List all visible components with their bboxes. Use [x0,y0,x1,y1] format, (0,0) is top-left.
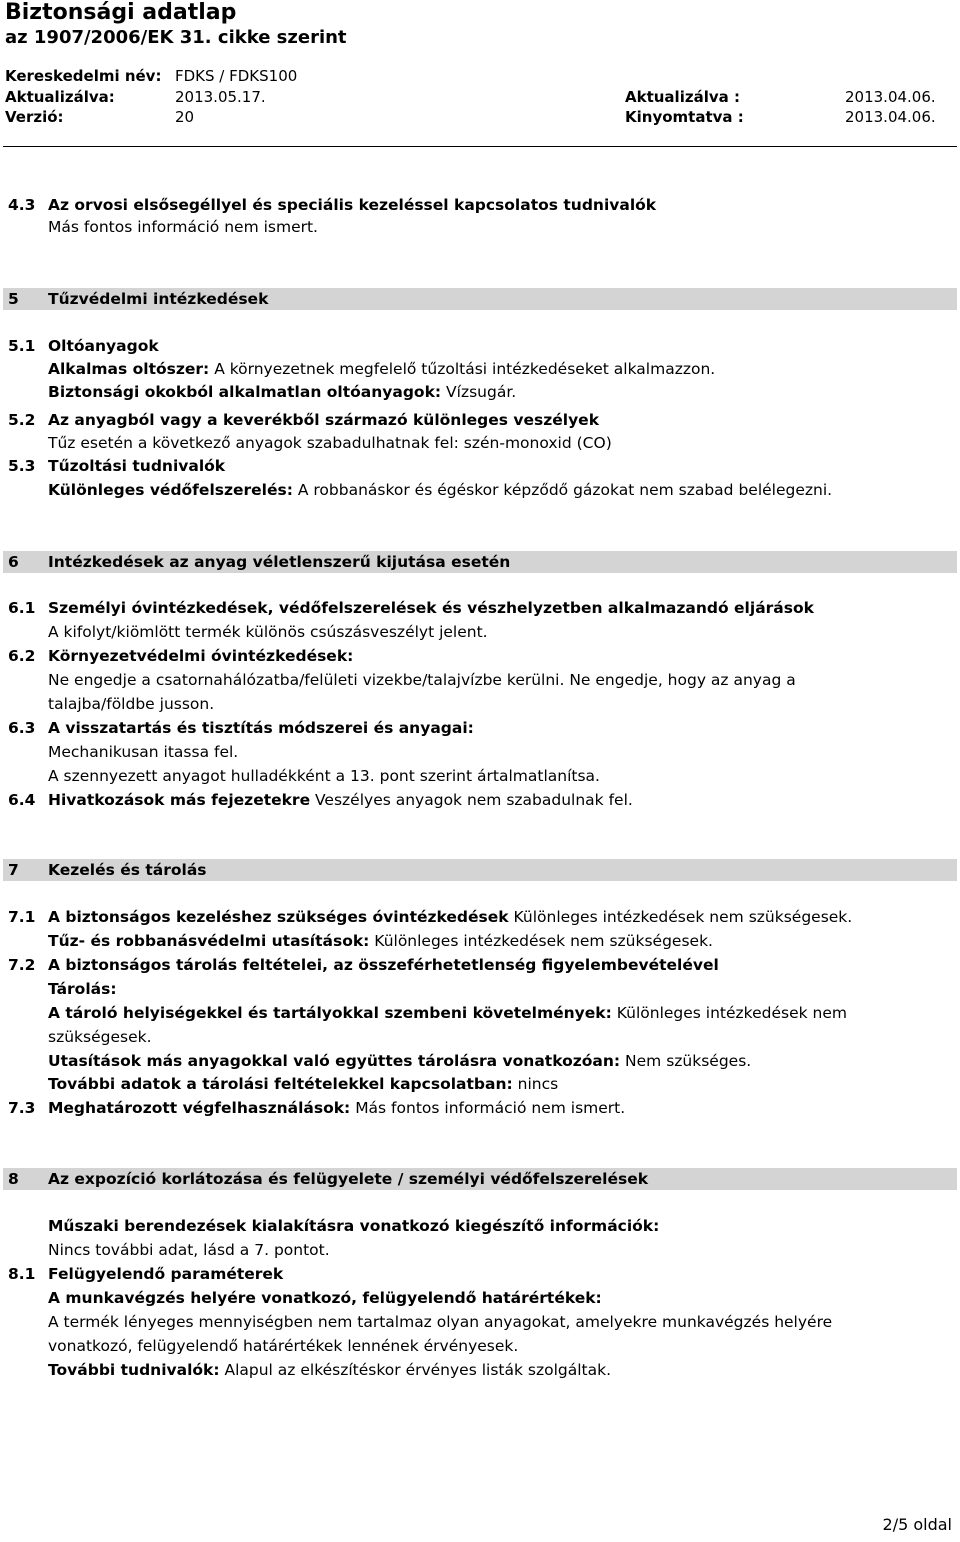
section-7-1-line-2 [48,930,713,952]
section-6-2-text-1: Ne engedje a csatornahálózatba/felületi vizekbe/talajvízbe kerülni. Ne engedje, hogy az anyag a [48,671,796,689]
section-5-1-title: Oltóanyagok [48,337,159,355]
printed-value: 2013.04.06. [845,108,936,126]
limit-values-text-1: A termék lényeges mennyiségben nem tartalmaz olyan anyagokat, amelyekre munkavégzés helyére [48,1313,833,1331]
fire-explosion-label: Tűz- és robbanásvédelmi utasítások: [48,932,370,950]
unsuitable-extinguisher-label: Biztonsági okokból alkalmatlan oltóanyagok: [48,383,442,401]
section-6-3-text-2: A szennyezett anyagot hulladékként a 13. pont szerint ártalmatlanítsa. [48,767,600,785]
further-storage-label: További adatok a tárolási feltételekkel kapcsolatban: [48,1075,513,1093]
section-5-3-number: 5.3 [8,457,36,475]
updated2-label: Aktualizálva : [625,88,740,106]
updated2-value: 2013.04.06. [845,88,936,106]
version-label: Verzió: [5,108,64,126]
section-7-2-title: A biztonságos tárolás feltételei, az összeférhetetlenség figyelembevételével [48,956,719,974]
updated-label: Aktualizálva: [5,88,115,106]
section-7-heading [3,859,957,881]
section-6-1-text: A kifolyt/kiömlött termék különös csúszásveszélyt jelent. [48,623,488,641]
joint-storage-text: Nem szükséges. [625,1052,752,1070]
section-6-4-line [48,789,633,811]
section-7-3-number: 7.3 [8,1099,36,1117]
section-7-1-number: 7.1 [8,908,36,926]
section-4-3-text: Más fontos információ nem ismert. [48,218,318,236]
document-title: Biztonsági adatlap [5,0,237,25]
section-6-3-text-1: Mechanikusan itassa fel. [48,743,239,761]
section-5-2-text: Tűz esetén a következő anyagok szabadulhatnak fel: szén-monoxid (CO) [48,434,612,452]
document-subtitle: az 1907/2006/EK 31. cikke szerint [5,27,347,48]
section-6-1-title: Személyi óvintézkedések, védőfelszerelések és vészhelyzetben alkalmazandó eljárások [48,599,814,617]
section-5-title: Tűzvédelmi intézkedések [48,290,269,308]
section-5-heading [3,288,957,310]
header-row-trade-name [5,67,955,87]
section-7-2-line-3 [48,1073,558,1095]
section-6-3-title: A visszatartás és tisztítás módszerei és anyagai: [48,719,474,737]
section-5-2-number: 5.2 [8,411,36,429]
updated-value: 2013.05.17. [175,88,266,106]
version-value: 20 [175,108,195,126]
storage-requirements-cont: szükségesek. [48,1028,152,1046]
section-8-intro-label: Műszaki berendezések kialakításra vonatkozó kiegészítő információk: [48,1217,660,1235]
section-7-3-text: Más fontos információ nem ismert. [355,1099,626,1117]
section-6-1-number: 6.1 [8,599,36,617]
section-8-1-number: 8.1 [8,1265,36,1283]
limit-values-text-2: vonatkozó, felügyelendő határértékek lennének érvényesek. [48,1337,519,1355]
further-storage-text: nincs [517,1075,559,1093]
section-8-number: 8 [8,1170,19,1188]
header-divider [3,146,957,147]
section-7-1-text: Különleges intézkedések nem szükségesek. [513,908,853,926]
section-6-2-text-2: talajba/földbe jusson. [48,695,215,713]
printed-label: Kinyomtatva : [625,108,744,126]
header-row-version [5,108,955,128]
storage-requirements-text: Különleges intézkedések nem [616,1004,847,1022]
section-6-2-number: 6.2 [8,647,36,665]
section-5-number: 5 [8,290,19,308]
section-8-title: Az expozíció korlátozása és felügyelete / személyi védőfelszerelések [48,1170,649,1188]
section-5-1-line-2 [48,381,516,403]
section-4-3-number: 4.3 [8,196,36,214]
section-7-number: 7 [8,861,19,879]
section-6-2-title: Környezetvédelmi óvintézkedések: [48,647,354,665]
section-8-1-line-2 [48,1359,611,1381]
section-7-3-title: Meghatározott végfelhasználások: [48,1099,351,1117]
section-6-4-title: Hivatkozások más fejezetekre [48,791,311,809]
page-number: 2/5 oldal [882,1515,952,1534]
joint-storage-label: Utasítások más anyagokkal való együttes tárolásra vonatkozóan: [48,1052,621,1070]
further-info-text: Alapul az elkészítéskor érvényes listák szolgáltak. [224,1361,612,1379]
storage-label: Tárolás: [48,980,117,998]
section-7-1-title: A biztonságos kezeléshez szükséges óvintézkedések [48,908,509,926]
further-info-label: További tudnivalók: [48,1361,220,1379]
section-4-3-title: Az orvosi elsősegéllyel és speciális kezeléssel kapcsolatos tudnivalók [48,196,657,214]
suitable-extinguisher-text: A környezetnek megfelelő tűzoltási intézkedéseket alkalmazzon. [214,360,716,378]
trade-name-value: FDKS / FDKS100 [175,67,298,85]
header-row-updated [5,88,955,108]
section-6-title: Intézkedések az anyag véletlenszerű kijutása esetén [48,553,511,571]
section-7-2-number: 7.2 [8,956,36,974]
section-8-intro-text: Nincs további adat, lásd a 7. pontot. [48,1241,330,1259]
section-7-title: Kezelés és tárolás [48,861,207,879]
storage-requirements-label: A tároló helyiségekkel és tartályokkal szembeni követelmények: [48,1004,612,1022]
unsuitable-extinguisher-text: Vízsugár. [446,383,517,401]
fire-explosion-text: Különleges intézkedések nem szükségesek. [374,932,713,950]
section-6-3-number: 6.3 [8,719,36,737]
section-5-1-number: 5.1 [8,337,36,355]
limit-values-label: A munkavégzés helyére vonatkozó, felügyelendő határértékek: [48,1289,602,1307]
section-7-1-line [48,906,852,928]
protective-equipment-text: A robbanáskor és égéskor képződő gázokat nem szabad belélegezni. [297,481,833,499]
section-5-2-title: Az anyagból vagy a keverékből származó különleges veszélyek [48,411,600,429]
suitable-extinguisher-label: Alkalmas oltószer: [48,360,210,378]
section-8-1-title: Felügyelendő paraméterek [48,1265,284,1283]
protective-equipment-label: Különleges védőfelszerelés: [48,481,293,499]
trade-name-label: Kereskedelmi név: [5,67,162,85]
section-5-1-line-1 [48,358,715,380]
section-6-heading [3,551,957,573]
section-5-3-title: Tűzoltási tudnivalók [48,457,226,475]
section-7-2-line-2 [48,1050,751,1072]
section-8-heading [3,1168,957,1190]
section-6-4-text: Veszélyes anyagok nem szabadulnak fel. [315,791,633,809]
section-6-number: 6 [8,553,19,571]
section-6-4-number: 6.4 [8,791,36,809]
section-7-3-line [48,1097,625,1119]
section-7-2-line-1 [48,1002,847,1024]
section-5-3-line [48,479,832,501]
